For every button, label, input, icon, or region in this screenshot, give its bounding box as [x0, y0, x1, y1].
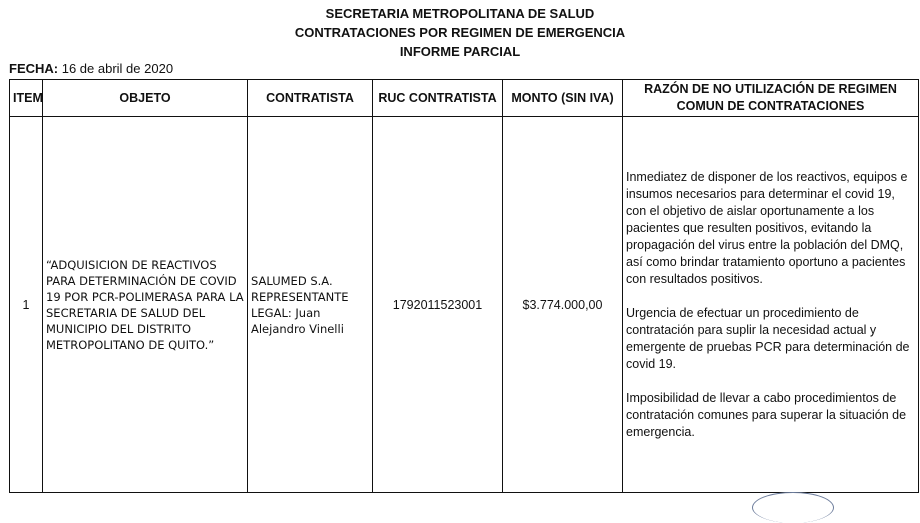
- header-line-2: CONTRATACIONES POR REGIMEN DE EMERGENCIA: [294, 25, 626, 40]
- razon-paragraph-3: Imposibilidad de llevar a cabo procedimientos de contratación comunes para superar la situación de emergencia.: [626, 390, 907, 439]
- date-label: FECHA:: [9, 61, 59, 76]
- header-line-1: SECRETARIA METROPOLITANA DE SALUD: [325, 6, 595, 21]
- razon-paragraph-2: Urgencia de efectuar un procedimiento de contratación para suplir la necesidad actual y emergente de pruebas PCR para determinación de covid 19.: [626, 305, 910, 371]
- header-ruc: RUC CONTRATISTA: [373, 80, 503, 117]
- header-line-3: INFORME PARCIAL: [399, 44, 521, 59]
- cell-contratista: SALUMED S.A. REPRESENTANTE LEGAL: Juan Alejandro Vinelli: [248, 117, 373, 493]
- seal-stamp: [752, 492, 834, 523]
- cell-objeto: “ADQUISICION DE REACTIVOS PARA DETERMINACIÓN DE COVID 19 POR PCR-POLIMERASA PARA LA SECRETARIA DE SALUD DEL MUNICIPIO DEL DISTRITO METROPOLITANO DE QUITO.”: [43, 117, 248, 493]
- cell-item: 1: [10, 117, 43, 493]
- header-monto: MONTO (SIN IVA): [503, 80, 623, 117]
- header-contratista: CONTRATISTA: [248, 80, 373, 117]
- document-header: [0, 4, 920, 61]
- cell-razon: [623, 117, 919, 493]
- table-row: [10, 117, 919, 493]
- header-objeto: OBJETO: [43, 80, 248, 117]
- header-item: ITEM: [10, 80, 43, 117]
- table-header-row: [10, 80, 919, 117]
- razon-paragraph-1: Inmediatez de disponer de los reactivos, equipos e insumos necesarios para determinar el covid 19, con el objetivo de aislar oportunamente a los pacientes que resulten positivos, evitando la propagación del virus entre la población del DMQ, así como brindar tratamiento oportuno a pacientes con resultados positivos.: [626, 169, 908, 286]
- cell-monto: $3.774.000,00: [503, 117, 623, 493]
- date-value: 16 de abril de 2020: [61, 61, 174, 76]
- contracts-table: [9, 79, 919, 493]
- cell-ruc: 1792011523001: [373, 117, 503, 493]
- date-line: [9, 61, 173, 76]
- header-razon: RAZÓN DE NO UTILIZACIÓN DE REGIMEN COMUN DE CONTRATACIONES: [623, 80, 919, 117]
